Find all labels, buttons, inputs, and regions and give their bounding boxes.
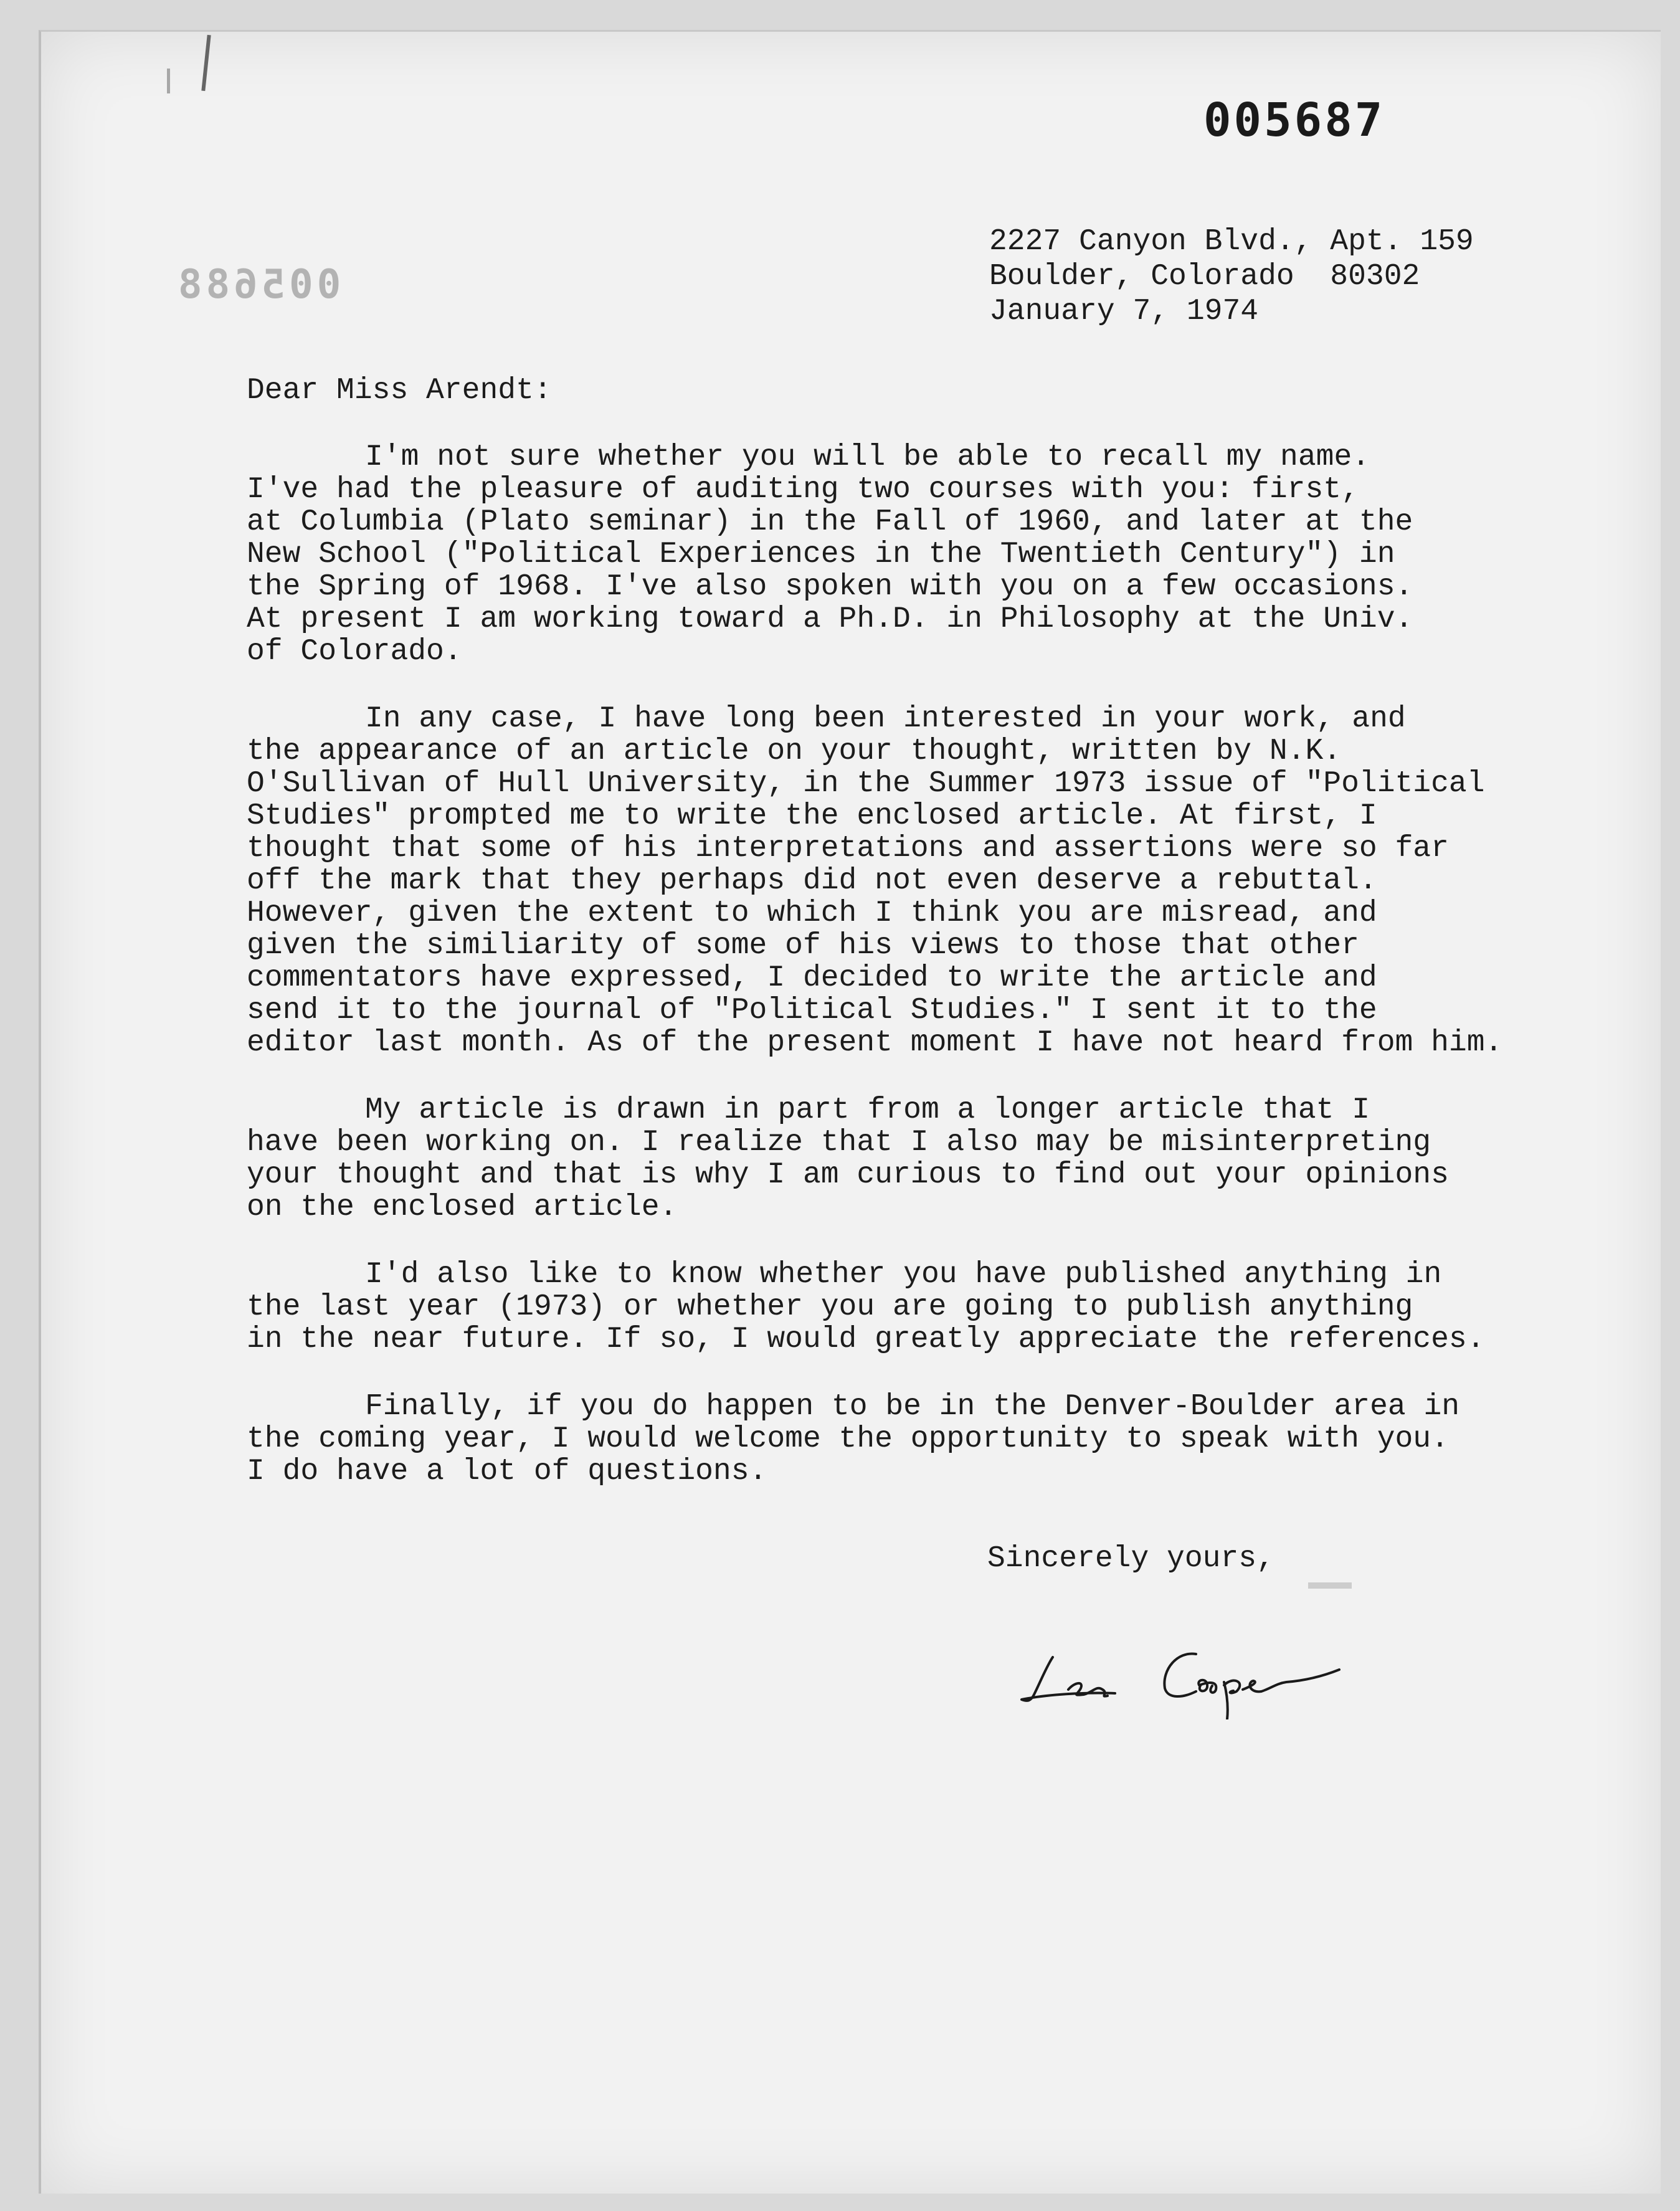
text-line: the last year (1973) or whether you are going to publish anything — [247, 1290, 1413, 1324]
text-line: Studies" prompted me to write the enclosed article. At first, I — [247, 799, 1377, 833]
text-line: In any case, I have long been interested in your work, and — [365, 702, 1406, 736]
paragraph — [247, 441, 1611, 668]
text-line: in the near future. If so, I would greatly appreciate the references. — [247, 1323, 1485, 1356]
text-line: thought that some of his interpretations and assertions were so far — [247, 832, 1449, 865]
text-line: your thought and that is why I am curious to find out your opinions — [247, 1158, 1449, 1192]
text-line: the Spring of 1968. I've also spoken with you on a few occasions. — [247, 570, 1413, 604]
text-line: the appearance of an article on your thought, written by N.K. — [247, 735, 1342, 768]
text-line: O'Sullivan of Hull University, in the Summer 1973 issue of "Political — [247, 767, 1485, 801]
ghost-document-number: 005688 — [174, 262, 341, 308]
text-line: I've had the pleasure of auditing two courses with you: first, — [247, 473, 1359, 506]
address-street: 2227 Canyon Blvd., Apt. 159 — [989, 225, 1474, 259]
text-line: send it to the journal of "Political Studies." I sent it to the — [247, 994, 1377, 1027]
salutation: Dear Miss Arendt: — [247, 374, 552, 407]
text-line: off the mark that they perhaps did not even deserve a rebuttal. — [247, 864, 1377, 898]
text-line: at Columbia (Plato seminar) in the Fall of 1960, and later at the — [247, 505, 1413, 539]
signature — [1009, 1632, 1358, 1719]
text-line: At present I am working toward a Ph.D. in Philosophy at the Univ. — [247, 602, 1413, 636]
text-line: of Colorado. — [247, 635, 462, 668]
text-line: I'd also like to know whether you have published anything in — [365, 1258, 1442, 1291]
text-line: I'm not sure whether you will be able to recall my name. — [365, 440, 1370, 474]
paragraph — [247, 1094, 1611, 1224]
signature-drawing — [1009, 1632, 1358, 1719]
letter-body — [247, 441, 1611, 1523]
address-city: Boulder, Colorado 80302 — [989, 260, 1420, 293]
edge-mark — [167, 69, 170, 93]
text-line: editor last month. As of the present moment I have not heard from him. — [247, 1026, 1503, 1060]
paragraph — [247, 1258, 1611, 1356]
text-line: the coming year, I would welcome the opportunity to speak with you. — [247, 1422, 1449, 1456]
document-number: 005687 — [1203, 93, 1385, 147]
text-line: New School ("Political Experiences in the Twentieth Century") in — [247, 538, 1395, 571]
paragraph — [247, 703, 1611, 1059]
closing: Sincerely yours, — [987, 1542, 1274, 1576]
text-line: I do have a lot of questions. — [247, 1455, 767, 1488]
stray-mark — [1308, 1582, 1352, 1589]
letter-date: January 7, 1974 — [989, 295, 1259, 328]
paragraph — [247, 1391, 1611, 1488]
text-line: on the enclosed article. — [247, 1191, 678, 1224]
text-line: given the similiarity of some of his views to those that other — [247, 929, 1359, 963]
text-line: commentators have expressed, I decided to write the article and — [247, 961, 1377, 995]
text-line: Finally, if you do happen to be in the Denver-Boulder area in — [365, 1390, 1460, 1424]
sender-address — [989, 224, 1474, 329]
text-line: However, given the extent to which I think you are misread, and — [247, 896, 1377, 930]
text-line: have been working on. I realize that I also may be misinterpreting — [247, 1126, 1431, 1159]
text-line: My article is drawn in part from a longer article that I — [365, 1093, 1370, 1127]
